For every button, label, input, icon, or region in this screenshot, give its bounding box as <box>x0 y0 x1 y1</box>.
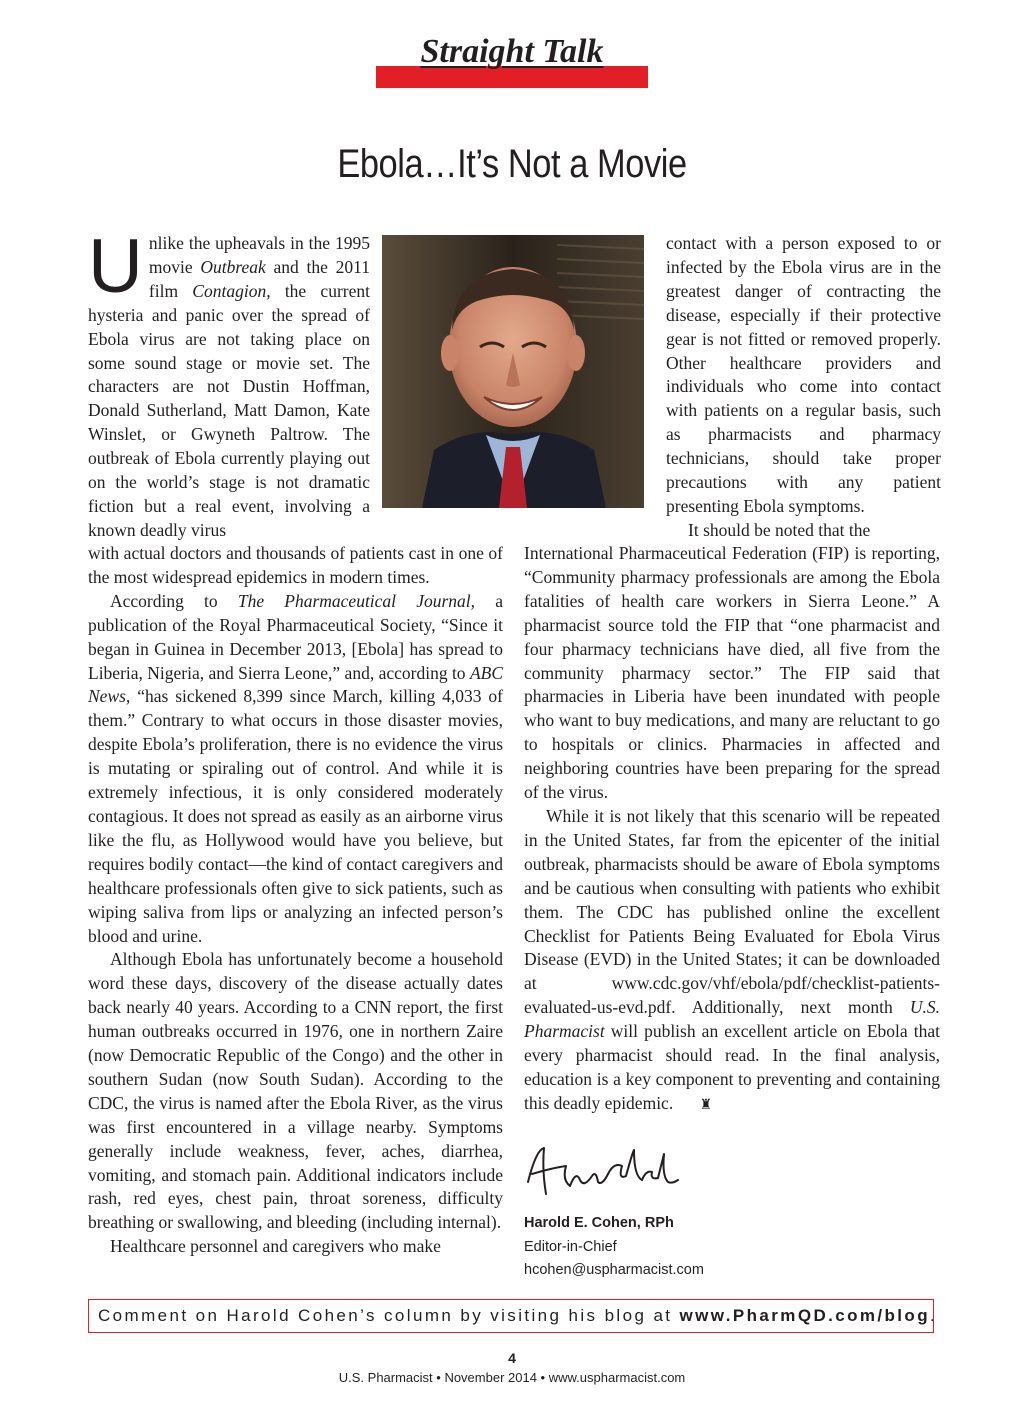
publication-title: U.S. Pharmacist <box>524 997 940 1042</box>
paragraph-2-text: According to <box>110 590 238 611</box>
end-mark-icon: ♜ <box>699 1097 713 1113</box>
paragraph-1-text-2: and the 2011 film <box>148 256 370 301</box>
paragraph-4-start: Healthcare personnel and caregivers who make <box>110 1236 441 1257</box>
paragraph-3: Although Ebola has unfortunately become a household word these days, discovery of the disease actually dates back nearly 40 years. According to a CNN report, the first human outbreaks occurred in 1976, one in northern Zaire (now Democratic Republic of the Congo) and the other in southern Sudan (now South Sudan). According to the CDC, the virus is named after the Ebola River, as the virus was first encountered in a village nearby. Symptoms generally include weakness, fever, aches, diarrhea, vomiting, and stomach pain. Additional indicators include rash, red eyes, chest pain, throat soreness, difficulty breathing or swallowing, and bleeding (including internal). <box>88 949 503 1233</box>
paragraph-6-text: While it is not likely that this scenario will be repeated in the United States, far from the epicenter of the initial outbreak, pharmacists should be aware of Ebola symptoms and be cautious when consulting with patients who exhibit them. The CDC has published online the excellent Checklist for Patients Being Evaluated for Ebola Virus Disease (EVD) in the United States; it can be downloaded at www.cdc.gov/vhf/ebola/pdf/checklist-patients-evaluated-us-evd.pdf. Additionally, next month <box>524 805 940 1018</box>
comment-end: . <box>930 1306 938 1325</box>
comment-callout <box>88 1299 938 1333</box>
footer-line: U.S. Pharmacist • November 2014 • www.uspharmacist.com <box>338 1370 686 1385</box>
abc-news-title: ABC News, <box>88 662 503 707</box>
paragraph-1 <box>88 224 370 543</box>
paragraph-2-text-2: a publication of the Royal Pharmaceutical Society, “Since it began in Guinea in December 2013, [Ebola] has spread to Liberia, Nigeria, and Sierra Leone,” and, according to <box>88 590 503 683</box>
paragraph-5-continued: International Pharmaceutical Federation (FIP) is reporting, “Community pharmacy professionals are among the Ebola fatalities of health care workers in Sierra Leone.” A pharmacist source told the FIP that “one pharmacist and four pharmacy technicians have died, all five from the community pharmacy sector.” The FIP said that pharmacies in Liberia have been inundated with people who want to buy medications, and many are reluctant to go to hospitals or clinics. Pharmacies in affected and neighboring countries have been preparing for the spread of the virus. <box>524 543 940 803</box>
paragraph-1-continued: with actual doctors and thousands of patients cast in one of the most widespread epidemics in modern times. <box>88 543 503 587</box>
section-header <box>376 32 648 88</box>
paragraph-1-text: nlike the upheavals in the 1995 movie <box>148 233 370 277</box>
movie-title-outbreak: Outbreak <box>200 256 266 277</box>
paragraph-6 <box>524 805 940 1118</box>
column-1-top <box>88 224 370 543</box>
paragraph-2 <box>88 590 503 949</box>
paragraph-2-text-3: “has sickened 8,399 since March, killing 4,033 of them.” Contrary to what occurs in those disaster movies, despite Ebola’s proliferation, there is no evidence the virus is mutating or spiraling out of control. And while it is extremely infectious, it is only considered moderately contagious. It does not spread as easily as an airborne virus like the flu, as Hollywood would have you believe, but requires bodily contact—the kind of contact caregivers and healthcare professionals often give to sick patients, such as wiping saliva from lips or analyzing an infected person’s blood and urine. <box>88 686 503 946</box>
column-1-bottom <box>88 542 503 1259</box>
comment-text: Comment on Harold Cohen’s column by visiting his blog at <box>98 1306 680 1325</box>
paragraph-5-start: It should be noted that the <box>688 519 871 540</box>
article-title: Ebola…It’s Not a Movie <box>337 142 687 186</box>
signature-image <box>522 1140 682 1204</box>
movie-title-contagion: Contagion, <box>192 280 271 301</box>
author-email[interactable]: hcohen@uspharmacist.com <box>524 1262 704 1278</box>
drop-cap: U <box>88 224 143 309</box>
paragraph-1-text-3: the current hysteria and panic over the spread of Ebola virus are not taking place on some sound stage or movie set. The characters are not Dustin Hoffman, Donald Sutherland, Matt Damon, Kate Winslet, or Gwyneth Paltrow. The outbreak of Ebola currently playing out on the world’s stage is not dramatic fiction but a real event, involving a known deadly virus <box>88 280 370 540</box>
paragraph-4-continued: contact with a person exposed to or infected by the Ebola virus are in the greatest danger of contracting the disease, especially if their protective gear is not fitted or removed properly. Other healthcare providers and individuals who come into contact with patients on a regular basis, such as pharmacists and pharmacy technicians, should take proper precautions with any patient presenting Ebola symptoms. <box>666 233 941 516</box>
author-role: Editor-in-Chief <box>524 1238 617 1255</box>
author-block <box>524 1212 704 1283</box>
author-photo <box>382 235 644 508</box>
column-2-top <box>666 232 941 543</box>
journal-title: The Pharmaceutical Journal, <box>237 590 476 611</box>
section-header-label: Straight Talk <box>420 33 604 70</box>
blog-link[interactable]: www.PharmQD.com/blog <box>679 1306 930 1325</box>
page-number: 4 <box>508 1350 516 1366</box>
author-portrait-image <box>382 235 644 508</box>
column-2-bottom <box>524 542 940 1118</box>
author-name: Harold E. Cohen, RPh <box>524 1215 674 1231</box>
paragraph-6-text-2: will publish an excellent article on Ebola that every pharmacist should read. In the final analysis, education is a key component to preventing and containing this deadly epidemic. <box>524 1021 940 1113</box>
